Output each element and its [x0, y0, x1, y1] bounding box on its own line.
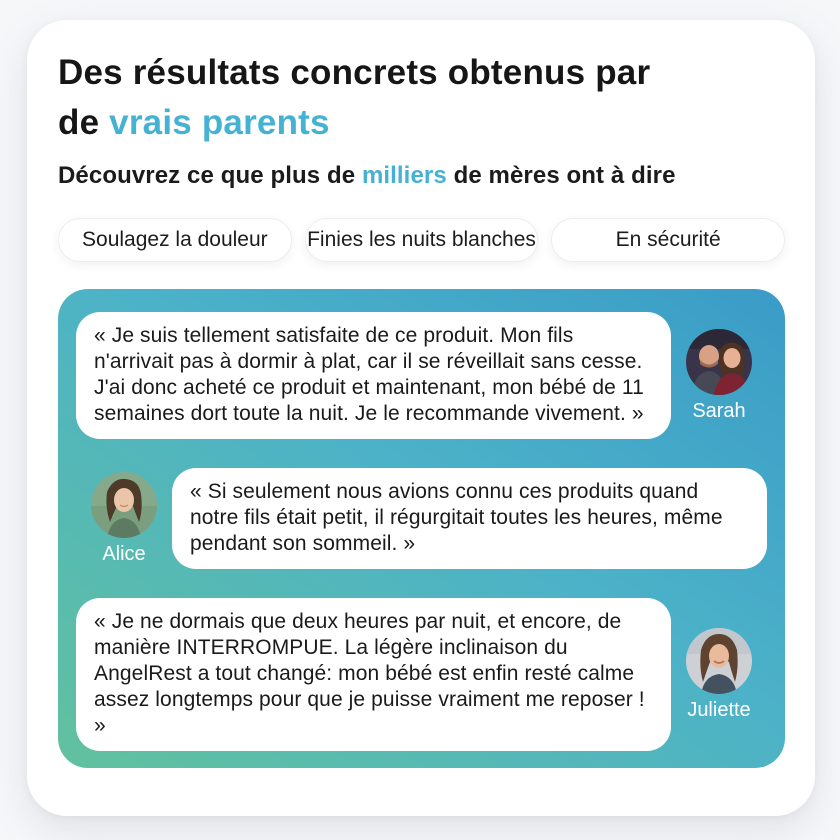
title-line1: Des résultats concrets obtenus par	[58, 53, 651, 92]
pill-label: Finies les nuits blanches	[307, 228, 536, 251]
page-title	[58, 48, 785, 148]
testimonial-bubble: « Je suis tellement satisfaite de ce produit. Mon fils n'arrivait pas à dormir à plat, car il se réveillait sans cesse. J'ai donc acheté ce produit et maintenant, mon bébé de 11 semaines dort toute la nuit. Je le recommande vivement. »	[76, 312, 671, 439]
testimonial-row-juliette	[76, 598, 767, 751]
avatar-photo-alice	[91, 472, 157, 538]
testimonial-row-alice	[76, 468, 767, 569]
title-line2-prefix: de	[58, 103, 110, 142]
avatar-name: Juliette	[687, 699, 751, 722]
pill-en-securite[interactable]	[551, 218, 785, 262]
filter-pills	[58, 218, 785, 262]
subtitle-prefix: Découvrez ce que plus de	[58, 162, 362, 189]
avatar-block-alice	[76, 472, 172, 565]
subtitle-suffix: de mères ont à dire	[446, 162, 676, 189]
pill-finies-les-nuits-blanches[interactable]	[305, 218, 539, 262]
avatar-block-sarah	[671, 329, 767, 422]
testimonials-card	[27, 20, 815, 816]
testimonial-bubble: « Si seulement nous avions connu ces produits quand notre fils était petit, il régurgitait toutes les heures, même pendant son sommeil. »	[172, 468, 767, 569]
testimonial-bubble: « Je ne dormais que deux heures par nuit, et encore, de manière INTERROMPUE. La légère inclinaison du AngelRest a tout changé: mon bébé est enfin resté calme assez longtemps pour que je puisse vraiment me reposer ! »	[76, 598, 671, 751]
pill-label: Soulagez la douleur	[82, 228, 268, 251]
avatar-name: Alice	[102, 543, 146, 566]
avatar-photo-sarah	[686, 329, 752, 395]
testimonial-row-sarah	[76, 312, 767, 439]
avatar-block-juliette	[671, 628, 767, 721]
pill-label: En sécurité	[615, 228, 721, 251]
avatar-name: Sarah	[692, 400, 746, 423]
pill-soulagez-la-douleur[interactable]	[58, 218, 292, 262]
avatar-photo-juliette	[686, 628, 752, 694]
subtitle-highlight: milliers	[361, 162, 447, 189]
page-subtitle	[58, 161, 785, 191]
testimonials-panel	[58, 289, 785, 768]
title-highlight: vrais parents	[109, 103, 330, 142]
